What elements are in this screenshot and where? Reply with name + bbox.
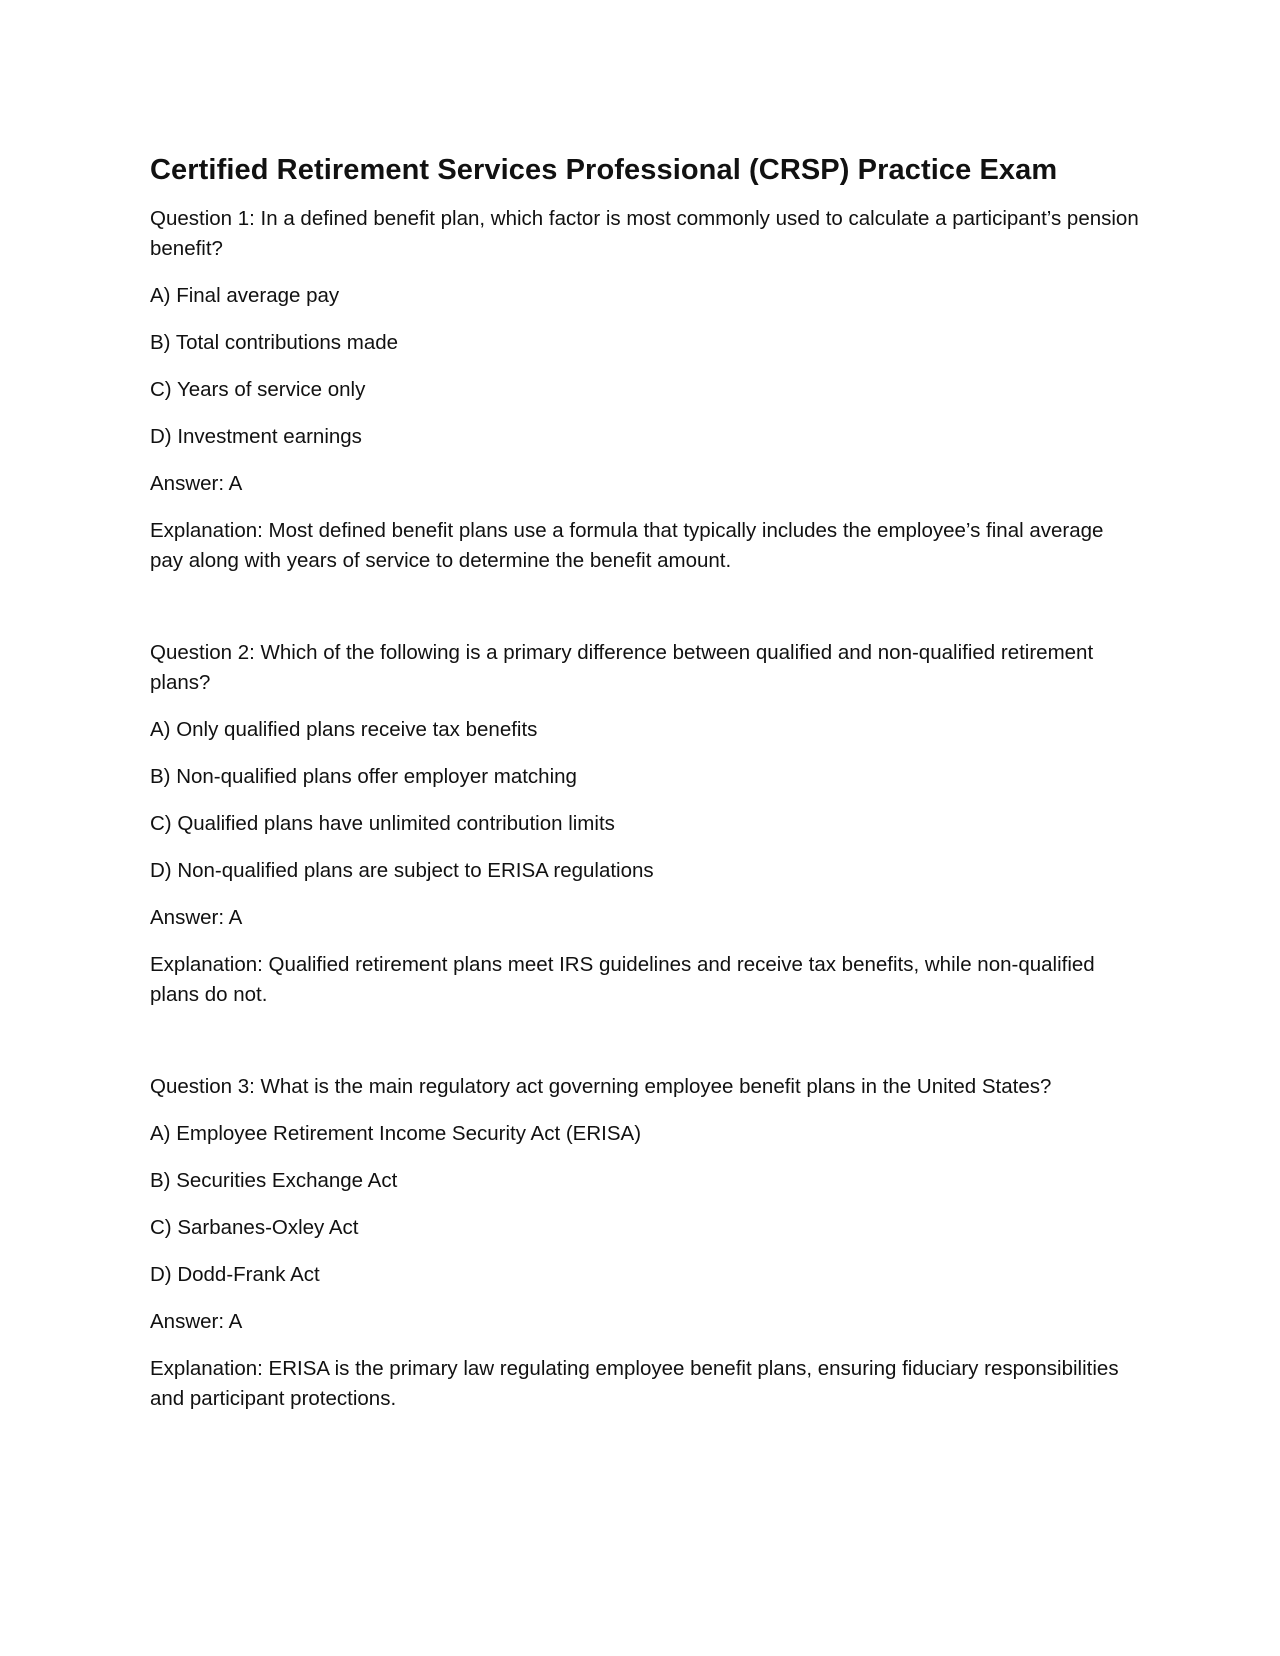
answer-line: Answer: A — [150, 906, 243, 929]
option-b: B) Total contributions made — [150, 331, 399, 354]
option-d: D) Dodd-Frank Act — [150, 1263, 320, 1286]
question-block-2 — [150, 638, 1140, 1010]
explanation-text: Explanation: ERISA is the primary law regulating employee benefit plans, ensuring fiduciary responsibilities and participant protections. — [150, 1357, 1119, 1410]
answer-line: Answer: A — [150, 472, 243, 495]
option-b: B) Securities Exchange Act — [150, 1169, 398, 1192]
option-list — [150, 715, 1140, 886]
explanation-text: Explanation: Qualified retirement plans meet IRS guidelines and receive tax benefits, while non-qualified plans do not. — [150, 953, 1095, 1006]
option-d: D) Non-qualified plans are subject to ERISA regulations — [150, 859, 654, 882]
option-list — [150, 1119, 1140, 1290]
option-list — [150, 281, 1140, 452]
document-page — [150, 150, 1140, 1431]
explanation-text: Explanation: Most defined benefit plans use a formula that typically includes the employee’s final average pay along with years of service to determine the benefit amount. — [150, 519, 1104, 572]
option-b: B) Non-qualified plans offer employer matching — [150, 765, 577, 788]
page-title: Certified Retirement Services Professional (CRSP) Practice Exam — [150, 154, 1058, 186]
question-block-1 — [150, 204, 1140, 576]
option-c: C) Sarbanes-Oxley Act — [150, 1216, 359, 1239]
answer-line: Answer: A — [150, 1310, 243, 1333]
question-text: Question 3: What is the main regulatory act governing employee benefit plans in the United States? — [150, 1075, 1052, 1098]
option-a: A) Only qualified plans receive tax benefits — [150, 718, 538, 741]
option-c: C) Years of service only — [150, 378, 366, 401]
option-c: C) Qualified plans have unlimited contribution limits — [150, 812, 615, 835]
option-a: A) Final average pay — [150, 284, 340, 307]
option-a: A) Employee Retirement Income Security Act (ERISA) — [150, 1122, 642, 1145]
question-text: Question 1: In a defined benefit plan, which factor is most commonly used to calculate a participant’s pension benefit? — [150, 207, 1139, 260]
question-block-3 — [150, 1072, 1140, 1414]
option-d: D) Investment earnings — [150, 425, 362, 448]
question-text: Question 2: Which of the following is a primary difference between qualified and non-qualified retirement plans? — [150, 641, 1094, 694]
